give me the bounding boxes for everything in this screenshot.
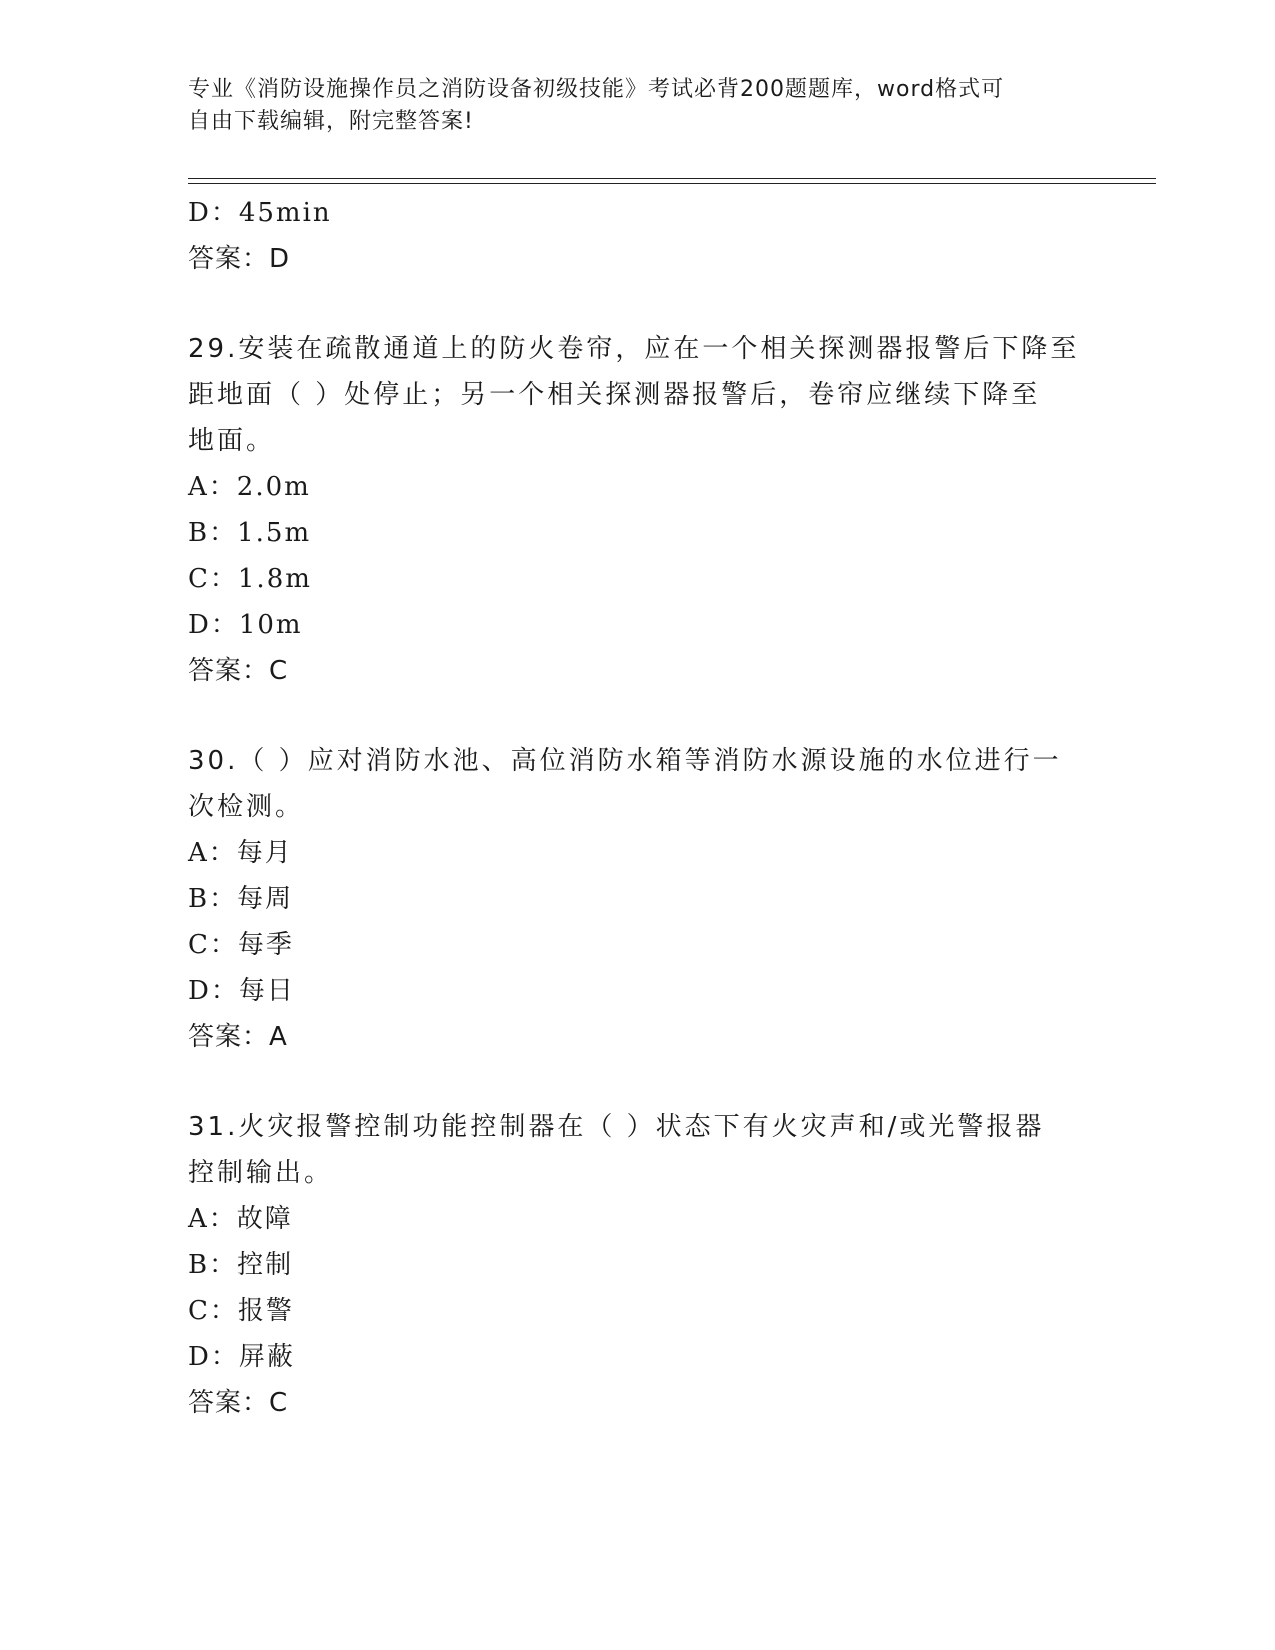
- option-b: B：每周: [188, 884, 294, 914]
- answer-line: 答案：C: [188, 1388, 289, 1418]
- spacer: [188, 1060, 1088, 1104]
- option-a: A：每月: [188, 838, 293, 868]
- question-31: [188, 1104, 1088, 1426]
- option-a: A：2.0m: [188, 472, 311, 502]
- spacer: [188, 282, 1088, 326]
- option-d: D：屏蔽: [188, 1342, 295, 1372]
- option-d: D：每日: [188, 976, 295, 1006]
- option-c: C：每季: [188, 930, 294, 960]
- continued-question: [188, 190, 1088, 282]
- option-b: B：1.5m: [188, 518, 312, 548]
- option-d: D：10m: [188, 610, 303, 640]
- question-stem-line: 控制输出。: [188, 1158, 334, 1188]
- header-double-rule: [188, 178, 1156, 184]
- option-d: D：45min: [188, 198, 332, 228]
- spacer: [188, 694, 1088, 738]
- header-line-1: 专业《消防设施操作员之消防设备初级技能》考试必背200题题库，word格式可: [188, 77, 1005, 102]
- option-c: C：1.8m: [188, 564, 312, 594]
- document-body: [188, 190, 1088, 1426]
- question-29: [188, 326, 1088, 694]
- question-stem-line: 次检测。: [188, 792, 305, 822]
- question-stem-line: 30.（ ）应对消防水池、高位消防水箱等消防水源设施的水位进行一: [188, 746, 1062, 776]
- option-b: B：控制: [188, 1250, 294, 1280]
- question-stem-line: 地面。: [188, 426, 276, 456]
- option-c: C：报警: [188, 1296, 294, 1326]
- question-stem-line: 距地面（ ）处停止；另一个相关探测器报警后，卷帘应继续下降至: [188, 380, 1041, 410]
- page-header: [188, 74, 1068, 138]
- header-line-2: 自由下载编辑，附完整答案!: [188, 109, 474, 134]
- answer-line: 答案：D: [188, 244, 291, 274]
- question-stem-line: 29.安装在疏散通道上的防火卷帘，应在一个相关探测器报警后下降至: [188, 334, 1080, 364]
- answer-line: 答案：C: [188, 656, 289, 686]
- question-30: [188, 738, 1088, 1060]
- answer-line: 答案：A: [188, 1022, 288, 1052]
- question-stem-line: 31.火灾报警控制功能控制器在（ ）状态下有火灾声和/或光警报器: [188, 1112, 1045, 1142]
- option-a: A：故障: [188, 1204, 293, 1234]
